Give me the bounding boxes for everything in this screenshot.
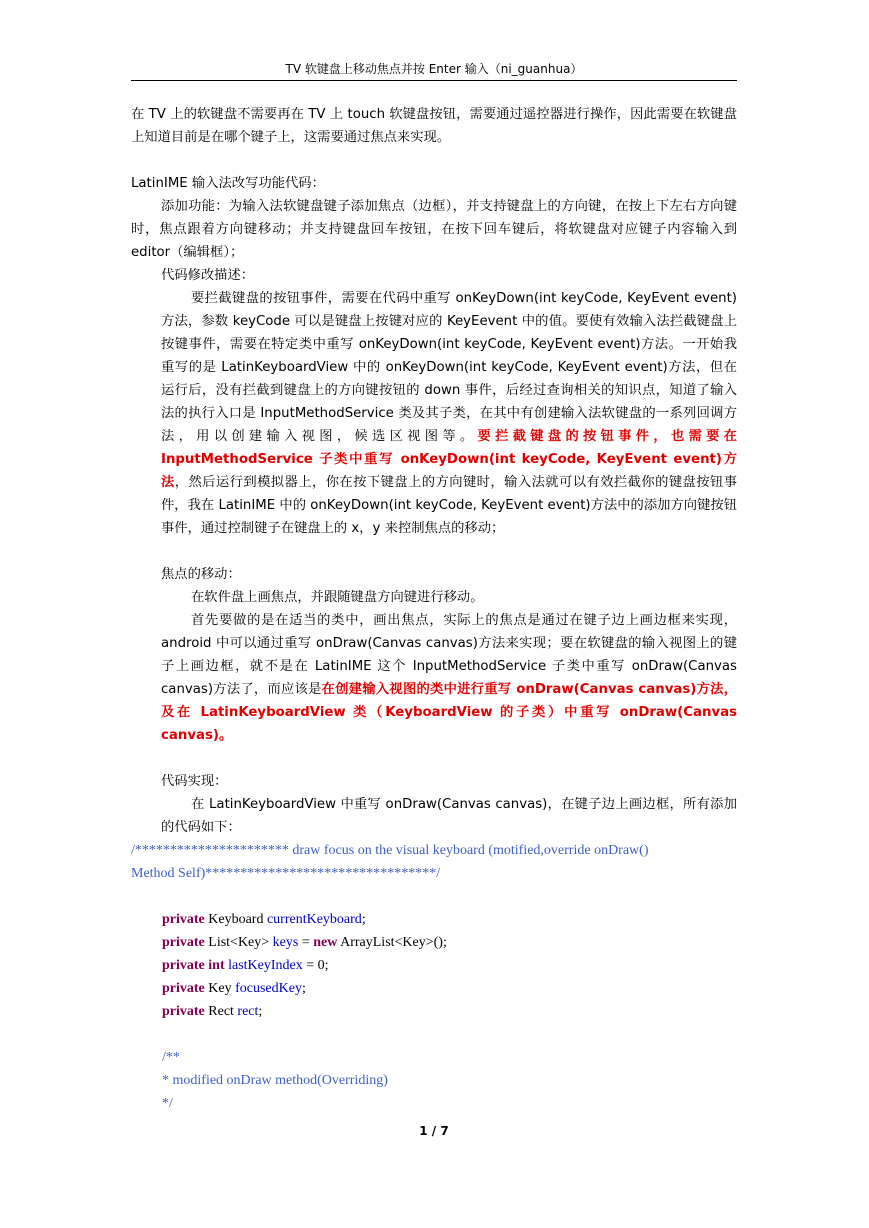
section-code-title: 代码实现：	[161, 774, 228, 789]
desc-text: 要拦截键盘的按钮事件，需要在代码中重写 onKeyDown(int keyCode, KeyEvent event)方法，参数 keyCode 可以是键盘上按键对应的 KeyEevent 中的值。要使有效输入法拦截键盘上按键事件，需要在特定类中重写 onKeyDown(int keyCode, KeyEvent event)方法。一开始我重写的是 LatinKeyboardView 中的 onKeyDown(int keyCode, KeyEvent event)方法，但在运行后，没有拦截到键盘上的方向键按钮的 down 事件，后经过查询相关的知识点，知道了输入法的执行入口是 InputMethodService 类及其子类，在其中有创建输入法软键盘的一系列回调方法，用以创建输入视图，候选区视图等。	[161, 291, 737, 444]
page-header: TV 软键盘上移动焦点并按 Enter 输入（ni_guanhua）	[285, 62, 583, 76]
code-line: private List<Key> keys = new ArrayList<Key>();	[162, 935, 447, 950]
code-line: private Key focusedKey;	[162, 981, 306, 996]
focus-highlight: 在创建输入视图的类中进行重写 onDraw(Canvas canvas)方法，及在 LatinKeyboardView 类（KeyboardView 的子类）中重写 onDraw(Canvas canvas)。	[161, 682, 737, 743]
code-comment-line: /********************** draw focus on the visual keyboard (motified,override onDraw()	[131, 843, 649, 858]
focus-paragraph-1: 在软件盘上画焦点，并跟随键盘方向键进行移动。	[191, 590, 484, 605]
focus-text: 首先要做的是在适当的类中，画出焦点，实际上的焦点是通过在键子边上画边框来实现，android 中可以通过重写 onDraw(Canvas canvas)方法来实现；要在软键盘的输入视图上的键子上画边框，就不是在 LatinIME 这个 InputMethodService 子类中重写 onDraw(Canvas canvas)方法了，而应该是	[161, 613, 737, 697]
document-body	[131, 103, 737, 1115]
desc-tail: ，然后运行到模拟器上，你在按下键盘上的方向键时，输入法就可以有效拦截你的键盘按钮事件，我在 LatinIME 中的 onKeyDown(int keyCode, KeyEvent event)方法中的添加方向键按钮事件，通过控制键子在键盘上的 x，y 来控制焦点的移动；	[161, 475, 738, 536]
intro-paragraph: 在 TV 上的软键盘不需要再在 TV 上 touch 软键盘按钮，需要通过遥控器进行操作，因此需要在软键盘上知道目前是在哪个键子上，这需要通过焦点来实现。	[131, 107, 737, 145]
header-rule	[131, 80, 737, 81]
code-intro-paragraph: 在 LatinKeyboardView 中重写 onDraw(Canvas canvas)，在键子边上画边框，所有添加的代码如下：	[161, 797, 737, 835]
section-focus-title: 焦点的移动：	[161, 567, 241, 582]
desc-title: 代码修改描述：	[161, 268, 255, 283]
code-line: private Keyboard currentKeyboard;	[162, 912, 366, 927]
code-doc-comment: */	[162, 1096, 173, 1111]
feature-paragraph: 添加功能：为输入法软键盘键子添加焦点（边框），并支持键盘上的方向键，在按上下左右方向键时，焦点跟着方向键移动；并支持键盘回车按钮，在按下回车键后，将软键盘对应键子内容输入到 editor（编辑框）；	[131, 199, 737, 260]
code-line: private int lastKeyIndex = 0;	[162, 958, 329, 973]
code-block	[131, 839, 737, 1115]
code-line: private Rect rect;	[162, 1004, 263, 1019]
code-comment-line: Method Self)*********************************/	[131, 866, 441, 881]
desc-highlight: 要拦截键盘的按钮事件，也需要在 InputMethodService 子类中重写 onKeyDown(int keyCode, KeyEvent event)方法	[161, 429, 738, 490]
code-doc-comment: /**	[162, 1050, 180, 1065]
page-number: 1 / 7	[419, 1124, 449, 1138]
desc-paragraph	[131, 287, 737, 540]
code-doc-comment: * modified onDraw method(Overriding)	[162, 1073, 388, 1088]
section-latinime-title: LatinIME 输入法改写功能代码：	[131, 176, 325, 191]
focus-paragraph-2	[131, 609, 737, 747]
